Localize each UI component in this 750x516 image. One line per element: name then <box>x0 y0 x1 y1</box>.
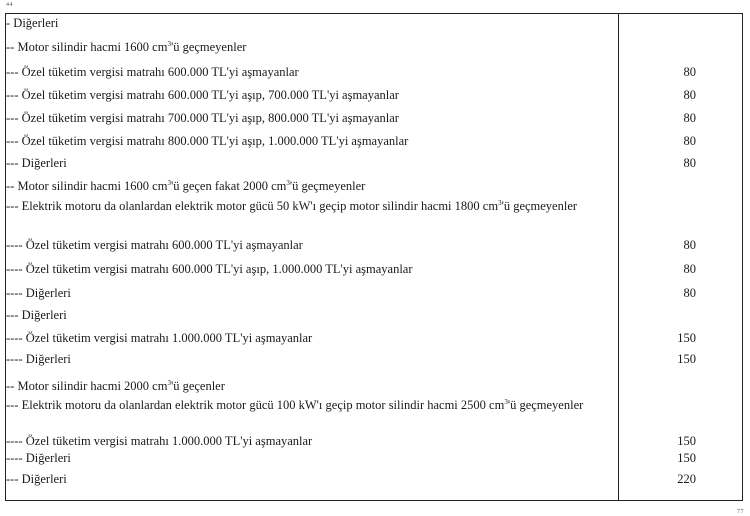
row-description: ---- Özel tüketim vergisi matrahı 600.000 TL'yi aşıp, 1.000.000 TL'yi aşmayanlar <box>6 262 413 276</box>
superscript-three: 3 <box>286 179 290 187</box>
row-description: --- Diğerleri <box>6 308 67 322</box>
superscript-three: 3 <box>167 379 171 387</box>
row-rate: 150 <box>677 434 696 448</box>
row-description: ---- Özel tüketim vergisi matrahı 1.000.000 TL'yi aşmayanlar <box>6 331 313 345</box>
row-rate: 80 <box>683 286 696 300</box>
row-description: ---- Diğerleri <box>6 352 71 366</box>
row-rate: 150 <box>677 331 696 345</box>
row-description: --- Özel tüketim vergisi matrahı 600.000 TL'yi aşıp, 700.000 TL'yi aşmayanlar <box>6 88 399 102</box>
column-divider <box>618 14 619 500</box>
row-description: -- Motor silindir hacmi 1600 $cm^3'ü$ geçen fakat 2000 $cm^3'ü$ geçmeyenler <box>6 179 366 193</box>
page-marker-top: 44 <box>6 2 13 8</box>
row-description: ---- Özel tüketim vergisi matrahı 1.000.000 TL'yi aşmayanlar <box>6 434 313 448</box>
row-description: ---- Özel tüketim vergisi matrahı 600.000 TL'yi aşmayanlar <box>6 238 303 252</box>
row-rate: 80 <box>683 65 696 79</box>
superscript-three: 3 <box>167 40 171 48</box>
row-description: --- Özel tüketim vergisi matrahı 700.000 TL'yi aşıp, 800.000 TL'yi aşmayanlar <box>6 111 399 125</box>
row-description: -- Motor silindir hacmi 2000 $cm^3'ü$ geçenler <box>6 379 225 393</box>
row-rate: 80 <box>683 88 696 102</box>
row-description: --- Elektrik motoru da olanlardan elektrik motor gücü 100 kW'ı geçip motor silindir hacmi 2500 $cm^3'ü$ geçmeyenler <box>6 398 584 412</box>
tax-rate-table <box>5 13 743 501</box>
row-rate: 80 <box>683 262 696 276</box>
superscript-three: 3 <box>167 179 171 187</box>
row-rate: 150 <box>677 352 696 366</box>
row-description: -- Motor silindir hacmi 1600 $cm^3'ü$ geçmeyenler <box>6 40 247 54</box>
row-description: ---- Diğerleri <box>6 286 71 300</box>
row-rate: 80 <box>683 156 696 170</box>
row-rate: 80 <box>683 238 696 252</box>
row-description: --- Elektrik motoru da olanlardan elektrik motor gücü 50 kW'ı geçip motor silindir hacmi 1800 $cm^3'ü$ geçmeyenler <box>6 199 578 213</box>
row-description: --- Diğerleri <box>6 156 67 170</box>
row-rate: 150 <box>677 451 696 465</box>
superscript-three: 3 <box>504 398 508 406</box>
row-description: --- Diğerleri <box>6 472 67 486</box>
superscript-three: 3 <box>498 199 502 207</box>
row-description: --- Özel tüketim vergisi matrahı 600.000 TL'yi aşmayanlar <box>6 65 299 79</box>
row-description: ---- Diğerleri <box>6 451 71 465</box>
page-marker-bottom: 77 <box>737 509 744 515</box>
row-rate: 80 <box>683 111 696 125</box>
row-rate: 80 <box>683 134 696 148</box>
row-description: --- Özel tüketim vergisi matrahı 800.000 TL'yi aşıp, 1.000.000 TL'yi aşmayanlar <box>6 134 409 148</box>
row-rate: 220 <box>677 472 696 486</box>
row-description: - Diğerleri <box>6 16 59 30</box>
